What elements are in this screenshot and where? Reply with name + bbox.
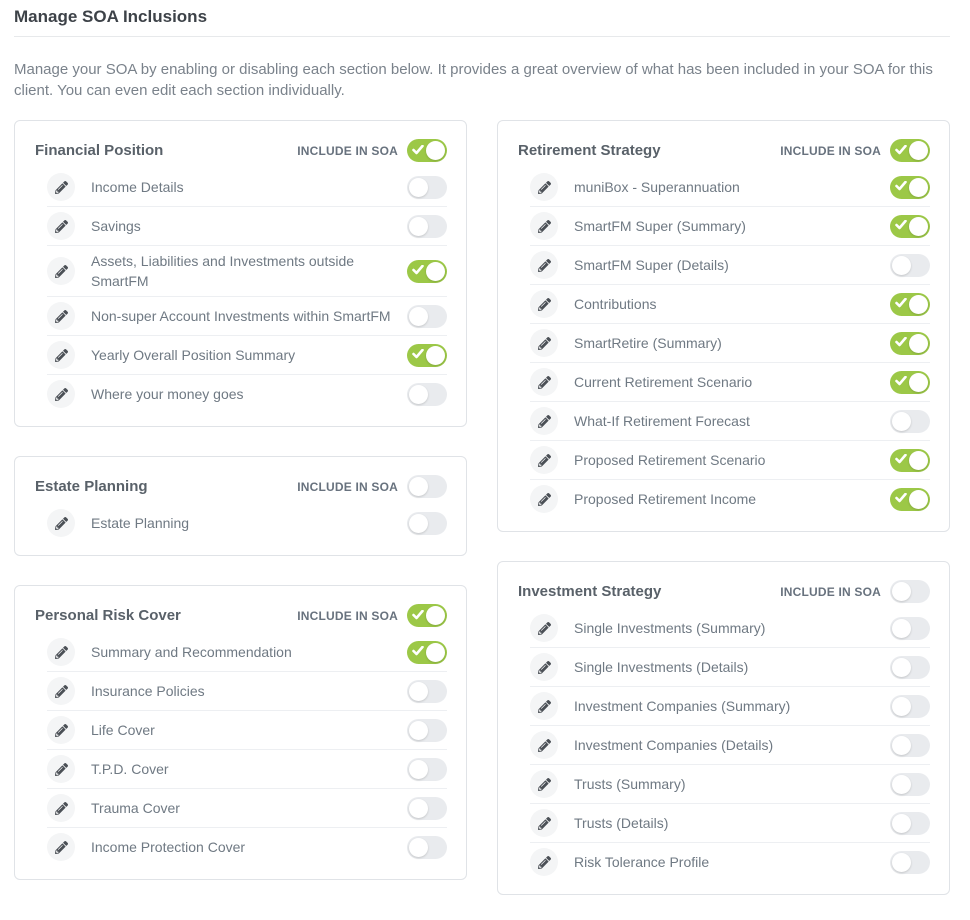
section-row [47,671,447,710]
section-row [47,374,447,413]
pencil-icon [55,646,68,659]
edit-button[interactable] [47,638,75,666]
row-label: Summary and Recommendation [91,644,292,660]
toggle-knob [909,178,928,197]
edit-button[interactable] [47,755,75,783]
toggle-knob [426,141,445,160]
check-icon [895,334,907,352]
check-icon [895,490,907,508]
pencil-icon [55,802,68,815]
pencil-icon [538,817,551,830]
section-row [530,206,930,245]
card-header [34,473,447,504]
include-in-soa-label: INCLUDE IN SOA [297,479,398,494]
section-row [530,168,930,206]
include-in-soa-control [780,139,930,162]
section-card [497,120,950,532]
row-label: Risk Tolerance Profile [574,854,710,870]
check-icon [412,607,424,625]
pencil-icon [55,517,68,530]
edit-button[interactable] [530,329,558,357]
edit-button[interactable] [47,302,75,330]
row-toggle[interactable] [890,410,930,433]
toggle-knob [892,814,911,833]
edit-button[interactable] [47,677,75,705]
toggle-knob [409,307,428,326]
row-toggle[interactable] [407,512,447,535]
pencil-icon [55,220,68,233]
row-label: What-If Retirement Forecast [574,413,750,429]
toggle-knob [892,697,911,716]
edit-button[interactable] [47,341,75,369]
toggle-knob [409,760,428,779]
section-row [530,323,930,362]
toggle-knob [909,217,928,236]
edit-button[interactable] [47,257,75,285]
card-title: Investment Strategy [518,583,662,600]
include-in-soa-label: INCLUDE IN SOA [780,584,881,599]
row-label: Non-super Account Investments within SmartFM [91,308,391,324]
check-icon [412,346,424,364]
check-icon [895,373,907,391]
row-toggle[interactable] [407,836,447,859]
section-row [530,401,930,440]
pencil-icon [538,739,551,752]
row-toggle[interactable] [890,695,930,718]
include-in-soa-toggle[interactable] [890,580,930,603]
toggle-knob [409,721,428,740]
pencil-icon [55,310,68,323]
card-title: Financial Position [35,142,164,159]
row-label: SmartFM Super (Details) [574,257,729,273]
section-row [530,803,930,842]
pencil-icon [55,388,68,401]
row-toggle[interactable] [407,680,447,703]
toggle-knob [426,643,445,662]
row-toggle[interactable] [407,719,447,742]
row-label: SmartRetire (Summary) [574,335,722,351]
row-toggle[interactable] [890,488,930,511]
card-rows [47,504,447,542]
section-row [47,335,447,374]
row-label: Where your money goes [91,386,244,402]
edit-button[interactable] [530,692,558,720]
row-toggle[interactable] [407,215,447,238]
include-in-soa-control [297,139,447,162]
card-header [34,137,447,168]
edit-button[interactable] [530,848,558,876]
pencil-icon [538,622,551,635]
row-toggle[interactable] [407,797,447,820]
row-toggle[interactable] [407,176,447,199]
row-label: Trusts (Summary) [574,776,686,792]
toggle-knob [892,853,911,872]
toggle-knob [892,256,911,275]
row-label: Proposed Retirement Scenario [574,452,766,468]
edit-button[interactable] [47,212,75,240]
row-label: Life Cover [91,722,155,738]
section-row [47,245,447,296]
row-toggle[interactable] [407,383,447,406]
toggle-knob [892,412,911,431]
edit-button[interactable] [530,731,558,759]
pencil-icon [538,856,551,869]
row-toggle[interactable] [407,641,447,664]
toggle-knob [892,736,911,755]
section-card [14,585,467,880]
section-row [530,609,930,647]
include-in-soa-toggle[interactable] [407,475,447,498]
section-row [47,749,447,788]
section-row [47,827,447,866]
toggle-knob [909,373,928,392]
row-label: Investment Companies (Summary) [574,698,791,714]
include-in-soa-control [780,580,930,603]
check-icon [895,217,907,235]
toggle-knob [409,178,428,197]
edit-button[interactable] [530,446,558,474]
row-label: Assets, Liabilities and Investments outside SmartFM [91,253,355,289]
toggle-knob [409,799,428,818]
row-toggle[interactable] [890,851,930,874]
pencil-icon [55,265,68,278]
check-icon [412,262,424,280]
row-label: SmartFM Super (Summary) [574,218,746,234]
row-label: Trusts (Details) [574,815,669,831]
toggle-knob [909,141,928,160]
row-label: Insurance Policies [91,683,205,699]
check-icon [895,451,907,469]
row-toggle[interactable] [890,176,930,199]
card-rows [530,609,930,881]
pencil-icon [538,778,551,791]
toggle-knob [409,477,428,496]
row-label: Income Details [91,179,184,195]
pencil-icon [55,724,68,737]
row-toggle[interactable] [890,215,930,238]
row-toggle[interactable] [890,293,930,316]
pencil-icon [55,349,68,362]
section-row [47,788,447,827]
section-row [47,206,447,245]
toggle-knob [426,606,445,625]
pencil-icon [538,181,551,194]
toggle-knob [409,217,428,236]
row-toggle[interactable] [407,344,447,367]
left-column [14,120,467,880]
toggle-knob [426,346,445,365]
section-row [530,284,930,323]
pencil-icon [538,220,551,233]
toggle-knob [909,451,928,470]
section-row [47,504,447,542]
row-label: muniBox - Superannuation [574,179,740,195]
include-in-soa-label: INCLUDE IN SOA [297,143,398,158]
edit-button[interactable] [47,833,75,861]
row-label: Estate Planning [91,515,190,531]
section-card [14,456,467,556]
row-label: Trauma Cover [91,800,180,816]
include-in-soa-toggle[interactable] [890,139,930,162]
edit-button[interactable] [47,716,75,744]
row-toggle[interactable] [407,260,447,283]
section-row [530,647,930,686]
toggle-knob [426,262,445,281]
section-row [47,168,447,206]
edit-button[interactable] [47,509,75,537]
pencil-icon [55,181,68,194]
page-title: Manage SOA Inclusions [14,6,950,37]
edit-button[interactable] [530,368,558,396]
toggle-knob [909,295,928,314]
row-toggle[interactable] [890,617,930,640]
toggle-knob [909,334,928,353]
pencil-icon [55,685,68,698]
edit-button[interactable] [530,407,558,435]
section-row [530,686,930,725]
card-rows [530,168,930,518]
check-icon [412,643,424,661]
card-title: Personal Risk Cover [35,607,181,624]
section-card [497,561,950,895]
row-toggle[interactable] [890,734,930,757]
card-header [517,578,930,609]
toggle-knob [892,658,911,677]
check-icon [895,295,907,313]
section-row [530,479,930,518]
section-row [530,764,930,803]
toggle-knob [409,838,428,857]
toggle-knob [892,582,911,601]
row-toggle[interactable] [890,254,930,277]
toggle-knob [892,775,911,794]
include-in-soa-control [297,475,447,498]
section-row [530,725,930,764]
pencil-icon [55,763,68,776]
pencil-icon [538,415,551,428]
row-toggle[interactable] [407,305,447,328]
pencil-icon [538,454,551,467]
row-toggle[interactable] [890,656,930,679]
section-row [47,296,447,335]
card-title: Retirement Strategy [518,142,661,159]
row-label: Single Investments (Details) [574,659,749,675]
card-rows [47,633,447,866]
pencil-icon [538,259,551,272]
toggle-knob [409,682,428,701]
card-rows [47,168,447,413]
pencil-icon [55,841,68,854]
pencil-icon [538,700,551,713]
pencil-icon [538,298,551,311]
card-header [34,602,447,633]
row-label: Current Retirement Scenario [574,374,753,390]
row-toggle[interactable] [890,812,930,835]
row-toggle[interactable] [407,758,447,781]
section-row [47,633,447,671]
row-label: Savings [91,218,141,234]
row-toggle[interactable] [890,449,930,472]
section-row [47,710,447,749]
section-row [530,362,930,401]
edit-button[interactable] [47,380,75,408]
pencil-icon [538,337,551,350]
edit-button[interactable] [530,809,558,837]
row-label: Yearly Overall Position Summary [91,347,296,363]
edit-button[interactable] [47,794,75,822]
pencil-icon [538,661,551,674]
row-toggle[interactable] [890,332,930,355]
page-description: Manage your SOA by enabling or disabling each section below. It provides a great overview of what has been included in your SOA for this client. You can even edit each section individually. [14,61,933,99]
section-row [530,245,930,284]
row-label: Contributions [574,296,657,312]
edit-button[interactable] [530,653,558,681]
check-icon [895,178,907,196]
check-icon [895,142,907,160]
row-label: Proposed Retirement Income [574,491,757,507]
edit-button[interactable] [530,251,558,279]
edit-button[interactable] [530,770,558,798]
row-label: Single Investments (Summary) [574,620,766,636]
card-header [517,137,930,168]
row-label: Investment Companies (Details) [574,737,774,753]
cards-grid [14,120,950,895]
include-in-soa-label: INCLUDE IN SOA [780,143,881,158]
check-icon [412,142,424,160]
toggle-knob [409,385,428,404]
row-toggle[interactable] [890,773,930,796]
section-row [530,842,930,881]
pencil-icon [538,376,551,389]
row-toggle[interactable] [890,371,930,394]
row-label: Income Protection Cover [91,839,246,855]
section-card [14,120,467,427]
toggle-knob [892,619,911,638]
toggle-knob [909,490,928,509]
include-in-soa-label: INCLUDE IN SOA [297,608,398,623]
row-label: T.P.D. Cover [91,761,169,777]
edit-button[interactable] [530,173,558,201]
edit-button[interactable] [47,173,75,201]
pencil-icon [538,493,551,506]
include-in-soa-toggle[interactable] [407,139,447,162]
right-column [497,120,950,895]
toggle-knob [409,514,428,533]
edit-button[interactable] [530,485,558,513]
include-in-soa-toggle[interactable] [407,604,447,627]
include-in-soa-control [297,604,447,627]
section-row [530,440,930,479]
edit-button[interactable] [530,614,558,642]
edit-button[interactable] [530,212,558,240]
edit-button[interactable] [530,290,558,318]
card-title: Estate Planning [35,478,148,495]
